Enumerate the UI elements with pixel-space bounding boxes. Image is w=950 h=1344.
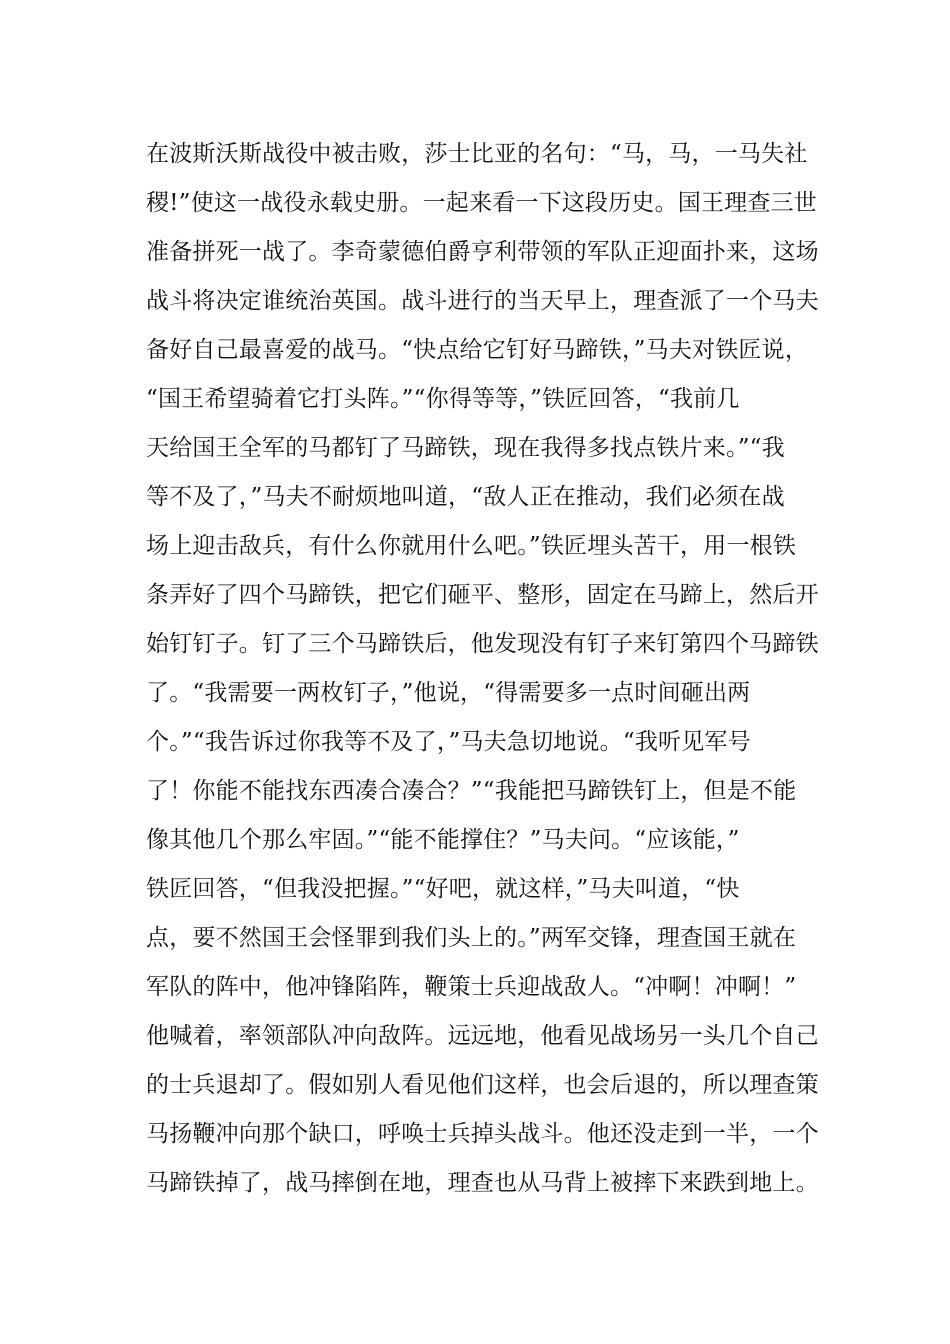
text-line-15: 像其他几个那么牢固。”“能不能撑住？”马夫问。“应该能，”: [146, 827, 740, 853]
text-line-9: 场上迎击敌兵，有什么你就用什么吧。”铁匠埋头苦干，用一根铁: [146, 533, 797, 559]
text-line-22: 马蹄铁掉了，战马摔倒在地，理查也从马背上被摔下来跌到地上。: [146, 1170, 819, 1196]
text-line-18: 军队的阵中，他冲锋陷阵，鞭策士兵迎战敌人。“冲啊！冲啊！”: [146, 974, 797, 1000]
text-line-17: 点，要不然国王会怪罪到我们头上的。”两军交锋，理查国王就在: [146, 925, 797, 951]
text-line-6: “国王希望骑着它打头阵。”“你得等等，”铁匠回答，“我前几: [146, 386, 740, 412]
text-line-10: 条弄好了四个马蹄铁，把它们砸平、整形，固定在马蹄上，然后开: [146, 582, 819, 608]
text-line-11: 始钉钉子。钉了三个马蹄铁后，他发现没有钉子来钉第四个马蹄铁: [146, 631, 819, 657]
text-line-14: 了！你能不能找东西凑合凑合？”“我能把马蹄铁钉上，但是不能: [146, 778, 797, 804]
text-line-8: 等不及了，”马夫不耐烦地叫道，“敌人正在推动，我们必须在战: [146, 484, 785, 510]
body-text: [146, 133, 819, 1211]
text-line-2: 稷!”使这一战役永载史册。一起来看一下这段历史。国王理查三世: [146, 190, 818, 216]
text-line-4: 战斗将决定谁统治英国。战斗进行的当天早上，理查派了一个马夫: [146, 288, 819, 314]
text-line-16: 铁匠回答，“但我没把握。”“好吧，就这样，”马夫叫道，“快: [146, 876, 740, 902]
text-line-21: 马扬鞭冲向那个缺口，呼唤士兵掉头战斗。他还没走到一半，一个: [146, 1121, 819, 1147]
text-line-5: 备好自己最喜爱的战马。“快点给它钉好马蹄铁，”马夫对铁匠说，: [146, 337, 809, 363]
text-line-13: 个。”“我告诉过你我等不及了，”马夫急切地说。“我听见军号: [146, 729, 751, 755]
text-line-7: 天给国王全军的马都钉了马蹄铁，现在我得多找点铁片来。”“我: [146, 435, 785, 461]
text-line-1: 在波斯沃斯战役中被击败，莎士比亚的名句：“马，马，一马失社: [146, 141, 808, 167]
text-line-3: 准备拼死一战了。李奇蒙德伯爵亨利带领的军队正迎面扑来，这场: [146, 239, 819, 265]
text-line-19: 他喊着，率领部队冲向敌阵。远远地，他看见战场另一头几个自己: [146, 1023, 819, 1049]
text-line-12: 了。“我需要一两枚钉子，”他说，“得需要多一点时间砸出两: [146, 680, 751, 706]
text-line-20: 的士兵退却了。假如别人看见他们这样，也会后退的，所以理查策: [146, 1072, 819, 1098]
